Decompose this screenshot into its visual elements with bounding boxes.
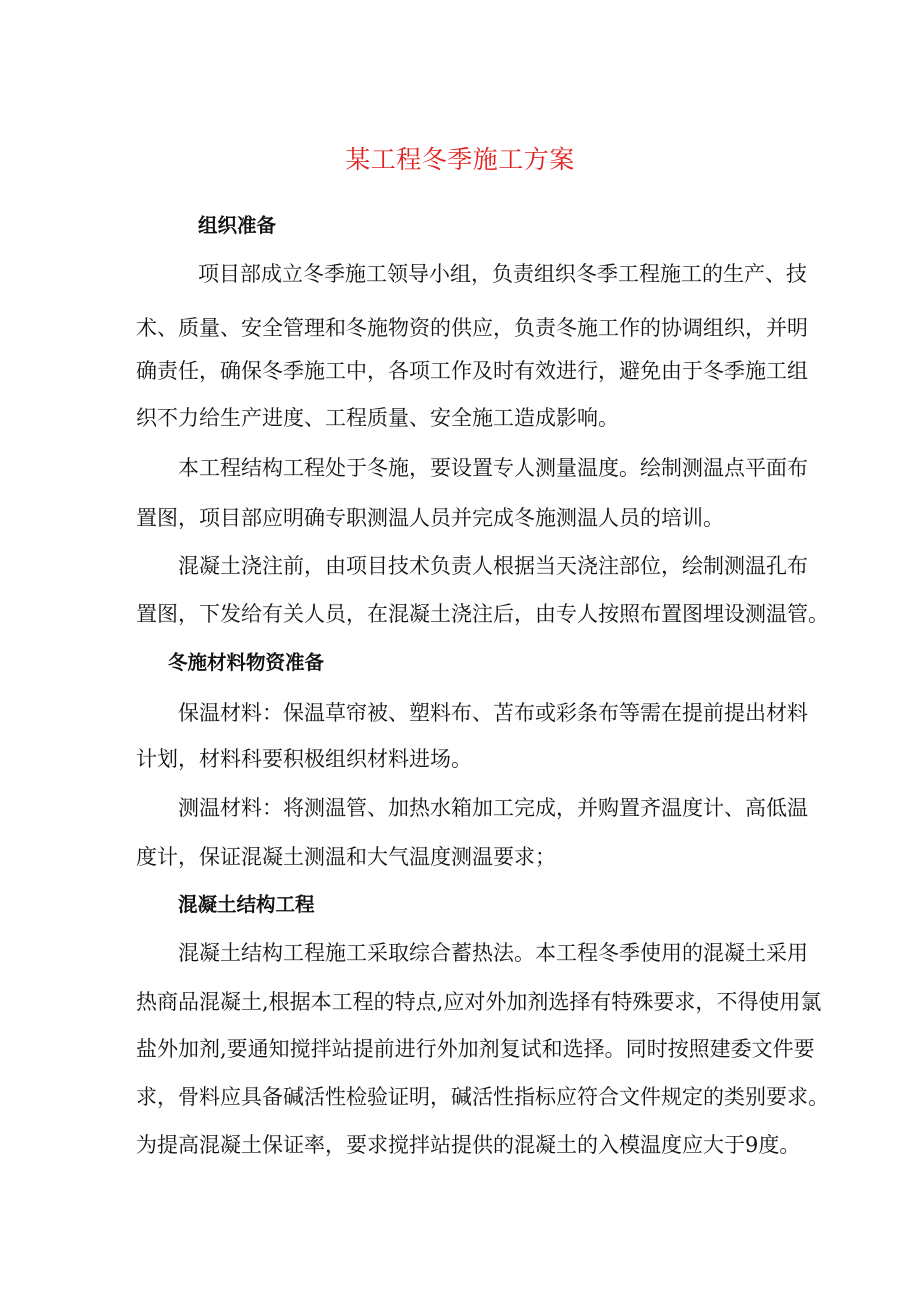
- org-prep-p1-line-2: 术、质量、安全管理和冬施物资的供应，负责冬施工作的协调组织，并明: [136, 316, 808, 340]
- section-heading-materials: 冬施材料物资准备: [168, 651, 325, 674]
- document-title: 某工程冬季施工方案: [345, 145, 575, 174]
- materials-p2-line-2: 度计，保证混凝土测温和大气温度测温要求；: [136, 845, 556, 869]
- org-prep-p2-line-2: 置图，项目部应明确专职测温人员并完成冬施测温人员的培训。: [136, 506, 724, 530]
- concrete-p1-line-3: 盐外加剂,要通知搅拌站提前进行外加剂复试和选择。同时按照建委文件要: [136, 1037, 815, 1061]
- concrete-p1-line-2: 热商品混凝土,根据本工程的特点,应对外加剂选择有特殊要求，不得使用氯: [136, 990, 822, 1014]
- org-prep-p1-line-3: 确责任，确保冬季施工中，各项工作及时有效进行，避免由于冬季施工组: [136, 359, 808, 383]
- concrete-p1-line-1: 混凝土结构工程施工采取综合蓄热法。本工程冬季使用的混凝土采用: [178, 941, 808, 965]
- materials-p1-line-1: 保温材料：保温草帘被、塑料布、苫布或彩条布等需在提前提出材料: [178, 701, 808, 725]
- org-prep-p3-line-2: 置图，下发给有关人员，在混凝土浇注后，由专人按照布置图埋设测温管。: [136, 602, 829, 626]
- materials-p1-line-2: 计划，材料科要积极组织材料进场。: [136, 747, 472, 771]
- org-prep-p1-line-1: 项目部成立冬季施工领导小组，负责组织冬季工程施工的生产、技: [198, 262, 807, 286]
- materials-p2-line-1: 测温材料：将测温管、加热水箱加工完成，并购置齐温度计、高低温: [178, 796, 808, 820]
- section-heading-concrete: 混凝土结构工程: [178, 893, 315, 916]
- org-prep-p3-line-1: 混凝土浇注前，由项目技术负责人根据当天浇注部位，绘制测温孔布: [178, 554, 808, 578]
- org-prep-p2-line-1: 本工程结构工程处于冬施，要设置专人测量温度。绘制测温点平面布: [178, 456, 808, 480]
- concrete-p1-line-5: 为提高混凝土保证率，要求搅拌站提供的混凝土的入模温度应大于9度。: [136, 1133, 801, 1157]
- org-prep-p1-line-4: 织不力给生产进度、工程质量、安全施工造成影响。: [136, 406, 619, 430]
- section-heading-org-prep: 组织准备: [198, 214, 277, 237]
- concrete-p1-line-4: 求，骨料应具备碱活性检验证明，碱活性指标应符合文件规定的类别要求。: [136, 1085, 829, 1109]
